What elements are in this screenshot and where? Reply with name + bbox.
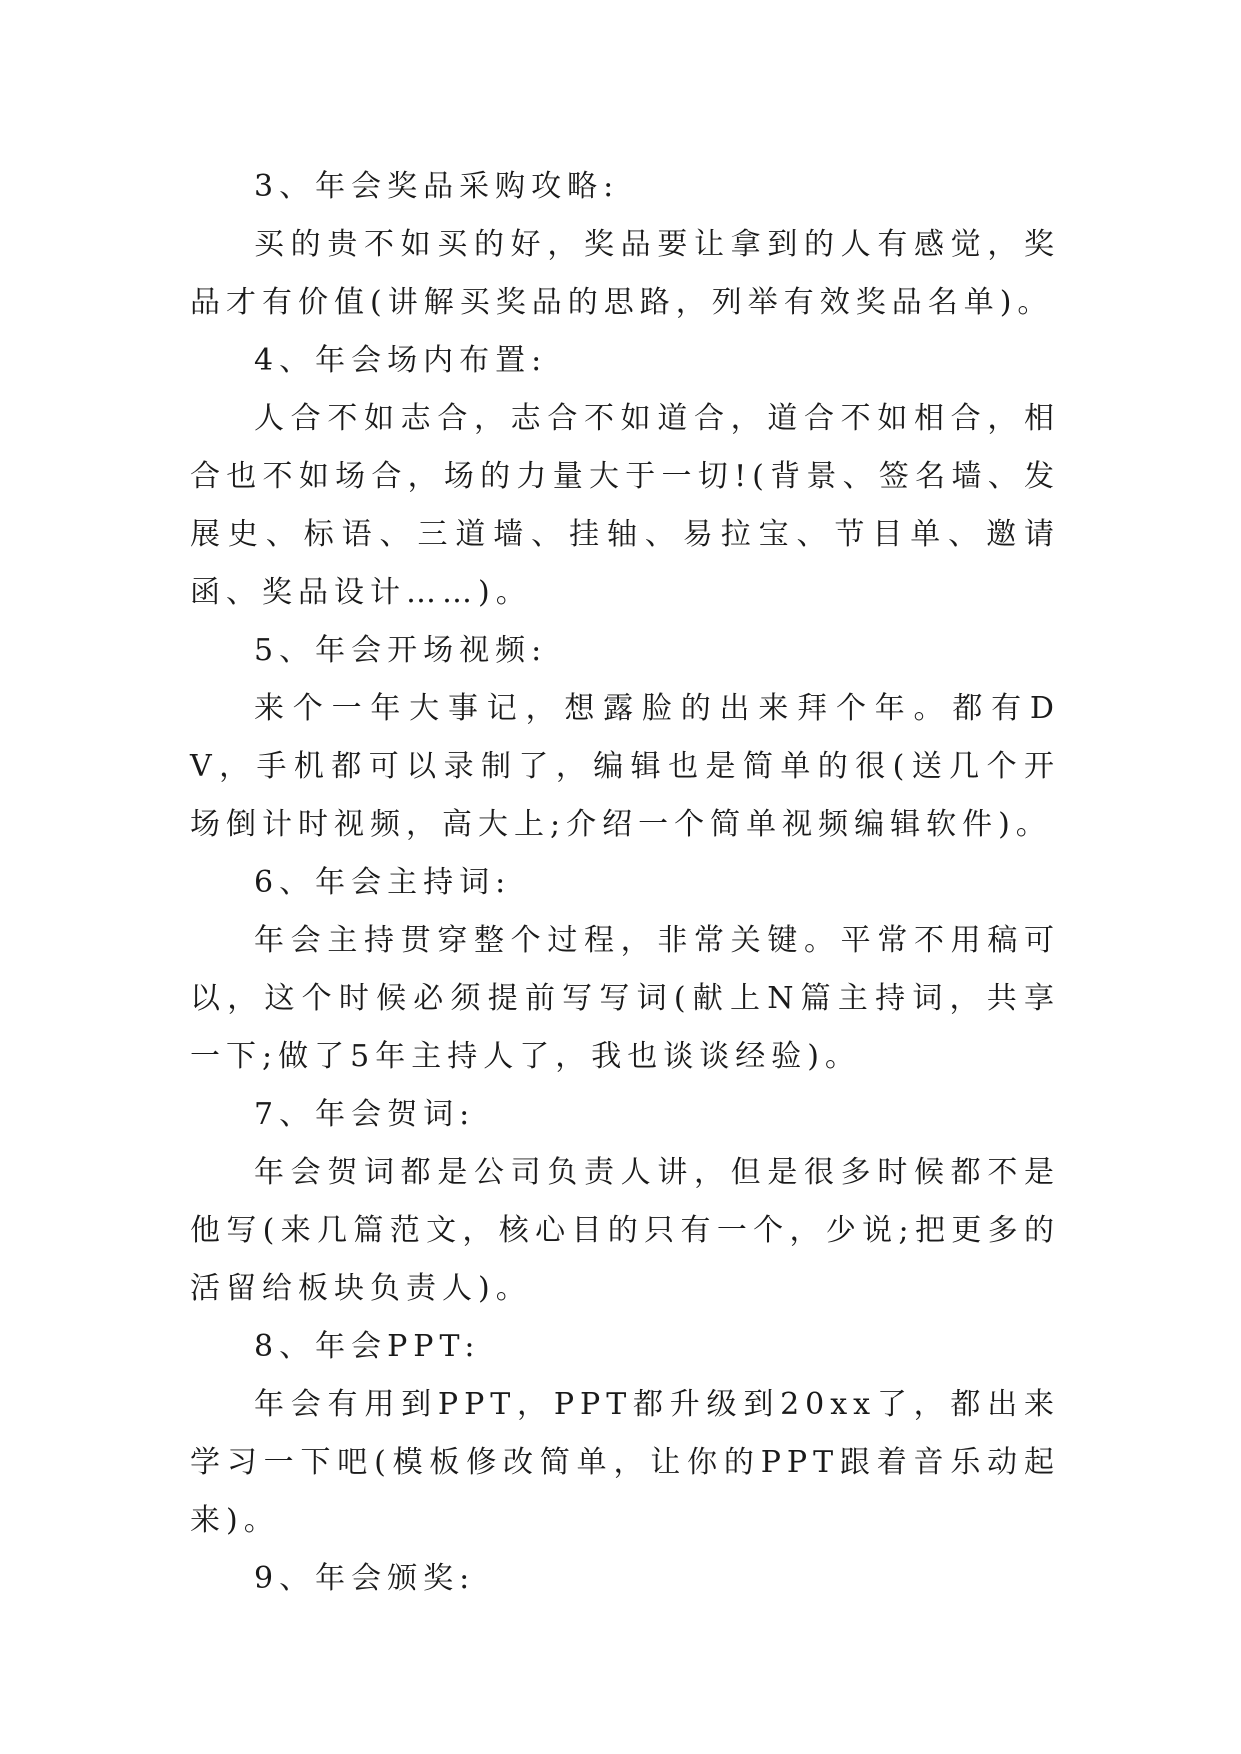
document-content <box>190 158 1060 1608</box>
section-body-7: 年会贺词都是公司负责人讲，但是很多时候都不是他写(来几篇范文，核心目的只有一个，少说;把更多的活留给板块负责人)。 <box>190 1155 1060 1306</box>
section-body-4: 人合不如志合，志合不如道合，道合不如相合，相合也不如场合，场的力量大于一切!(背景、签名墙、发展史、标语、三道墙、挂轴、易拉宝、节目单、邀请函、奖品设计……)。 <box>190 401 1060 610</box>
section-body-3: 买的贵不如买的好，奖品要让拿到的人有感觉，奖品才有价值(讲解买奖品的思路，列举有效奖品名单)。 <box>190 227 1060 320</box>
section-body-6: 年会主持贯穿整个过程，非常关键。平常不用稿可以，这个时候必须提前写写词(献上N篇主持词，共享一下;做了5年主持人了，我也谈谈经验)。 <box>190 923 1060 1074</box>
section-heading-6: 6、年会主持词: <box>254 865 512 900</box>
section-heading-7: 7、年会贺词: <box>254 1097 476 1132</box>
section-heading-8: 8、年会PPT: <box>254 1329 481 1364</box>
section-heading-5: 5、年会开场视频: <box>254 633 548 668</box>
section-heading-9: 9、年会颁奖: <box>254 1561 476 1596</box>
section-body-8: 年会有用到PPT，PPT都升级到20xx了，都出来学习一下吧(模板修改简单，让你的PPT跟着音乐动起来)。 <box>190 1387 1060 1538</box>
section-heading-4: 4、年会场内布置: <box>254 343 548 378</box>
section-body-5: 来个一年大事记，想露脸的出来拜个年。都有DV，手机都可以录制了，编辑也是简单的很(送几个开场倒计时视频，高大上;介绍一个简单视频编辑软件)。 <box>190 691 1060 842</box>
section-heading-3: 3、年会奖品采购攻略: <box>254 169 620 204</box>
